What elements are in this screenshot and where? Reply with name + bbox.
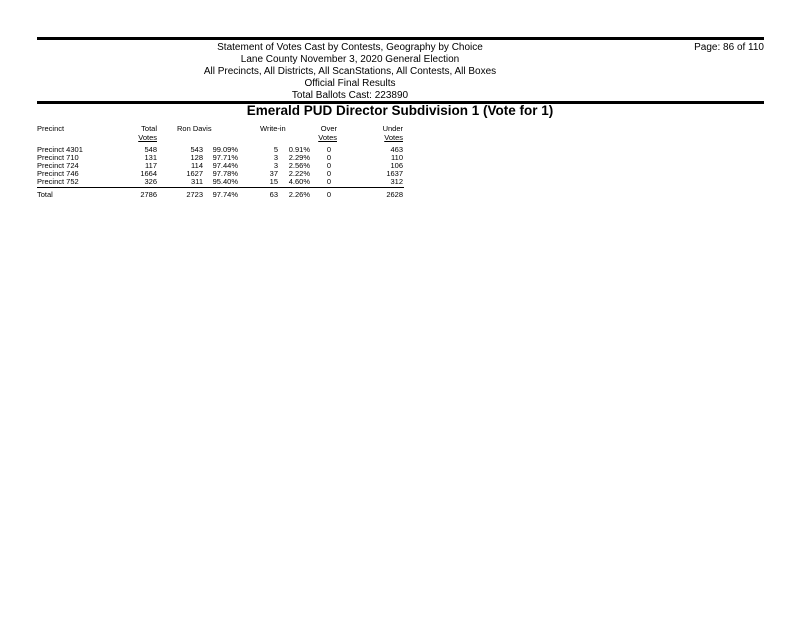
- election-name: Lane County November 3, 2020 General Election: [240, 54, 460, 65]
- ron-davis-votes: 1627: [186, 169, 203, 178]
- under-votes: 2628: [386, 190, 403, 199]
- under-votes: 110: [391, 153, 403, 162]
- precinct-name: Precinct 4301: [37, 145, 83, 154]
- contest-title: Emerald PUD Director Subdivision 1 (Vote for 1): [246, 103, 554, 118]
- writein-pct: 2.29%: [288, 153, 310, 162]
- writein-pct: 2.56%: [288, 161, 310, 170]
- report-title: Statement of Votes Cast by Contests, Geography by Choice: [217, 42, 483, 53]
- over-votes: 0: [326, 153, 331, 162]
- writein-votes: 63: [269, 190, 278, 199]
- total-votes: 326: [144, 177, 157, 186]
- ron-davis-pct: 97.78%: [212, 169, 238, 178]
- under-votes: 1637: [386, 169, 403, 178]
- over-votes: 0: [326, 177, 331, 186]
- total-votes: 131: [144, 153, 157, 162]
- under-votes: 463: [390, 145, 403, 154]
- over-votes: 0: [326, 145, 331, 154]
- col-under-line1: Under: [382, 124, 403, 133]
- col-total-line2: Votes: [138, 133, 157, 142]
- ron-davis-pct: 97.74%: [212, 190, 238, 199]
- total-label: Total: [37, 190, 53, 199]
- ron-davis-votes: 543: [190, 145, 203, 154]
- col-precinct: Precinct: [37, 124, 65, 133]
- header-top-rule: [37, 37, 764, 40]
- writein-votes: 15: [269, 177, 278, 186]
- ron-davis-votes: 128: [190, 153, 203, 162]
- col-over-line1: Over: [320, 124, 337, 133]
- precinct-name: Precinct 710: [37, 153, 79, 162]
- col-writein: Write-in: [260, 124, 286, 133]
- precinct-name: Precinct 752: [37, 177, 79, 186]
- precinct-name: Precinct 746: [37, 169, 79, 178]
- writein-pct: 4.60%: [288, 177, 310, 186]
- over-votes: 0: [326, 161, 331, 170]
- under-votes: 312: [390, 177, 403, 186]
- ballots-cast: Total Ballots Cast: 223890: [291, 90, 409, 101]
- total-votes: 548: [144, 145, 157, 154]
- ron-davis-votes: 2723: [186, 190, 203, 199]
- writein-votes: 3: [273, 161, 278, 170]
- col-candidate-ron-davis: Ron Davis: [177, 124, 212, 133]
- writein-votes: 5: [273, 145, 278, 154]
- over-votes: 0: [326, 190, 331, 199]
- over-votes: 0: [326, 169, 331, 178]
- col-under-line2: Votes: [384, 133, 403, 142]
- total-votes: 2786: [140, 190, 157, 199]
- ron-davis-pct: 95.40%: [212, 177, 238, 186]
- ron-davis-votes: 114: [191, 161, 203, 170]
- under-votes: 106: [390, 161, 403, 170]
- total-votes: 117: [145, 161, 157, 170]
- report-scope: All Precincts, All Districts, All ScanStations, All Contests, All Boxes: [203, 66, 497, 77]
- total-votes: 1664: [140, 169, 157, 178]
- writein-pct: 2.22%: [288, 169, 310, 178]
- precinct-name: Precinct 724: [37, 161, 79, 170]
- page-number: Page: 86 of 110: [694, 42, 764, 53]
- ron-davis-pct: 97.44%: [212, 161, 238, 170]
- ron-davis-votes: 311: [191, 177, 203, 186]
- writein-pct: 0.91%: [288, 145, 310, 154]
- results-status: Official Final Results: [304, 78, 396, 89]
- total-separator-rule: [37, 187, 404, 188]
- writein-votes: 37: [269, 169, 278, 178]
- col-total-line1: Total: [141, 124, 157, 133]
- writein-votes: 3: [273, 153, 278, 162]
- writein-pct: 2.26%: [288, 190, 310, 199]
- col-over-line2: Votes: [318, 133, 337, 142]
- ron-davis-pct: 99.09%: [212, 145, 238, 154]
- ron-davis-pct: 97.71%: [212, 153, 238, 162]
